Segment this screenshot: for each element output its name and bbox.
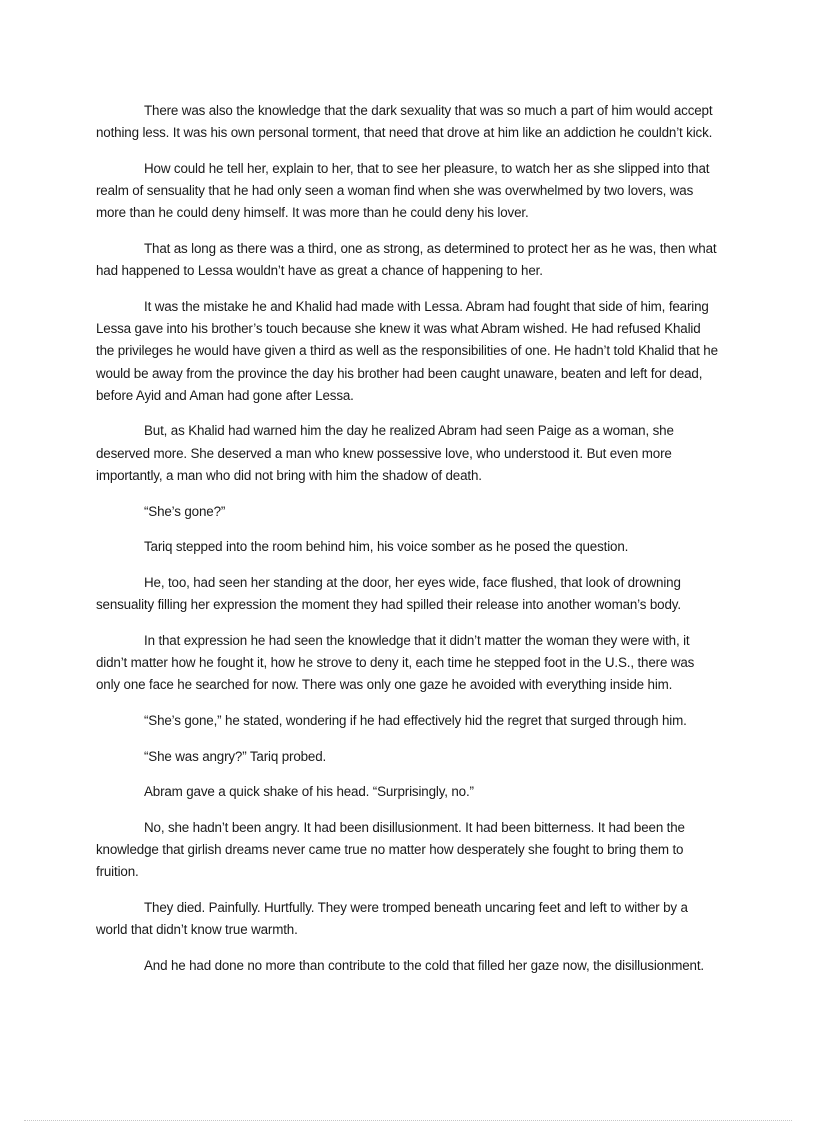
paragraph: It was the mistake he and Khalid had made with Lessa. Abram had fought that side of him, fearing Lessa gave into his brother’s touch because she knew it was what Abram wished. He had refused Khalid the privileges he would have given a third as well as the responsibilities of one. He hadn’t told Khalid that he would be away from the province the day his brother had been caught unaware, beaten and left for dead, before Ayid and Aman had gone after Lessa.	[96, 298, 718, 403]
paragraph: But, as Khalid had warned him the day he realized Abram had seen Paige as a woman, she deserved more. She deserved a man who knew possessive love, who understood it. But even more importantly, a man who did not bring with him the shadow of death.	[96, 423, 674, 483]
paragraph: They died. Painfully. Hurtfully. They were tromped beneath uncaring feet and left to wither by a world that didn’t know true warmth.	[96, 900, 688, 938]
page-bottom-divider	[24, 1120, 792, 1121]
paragraph: There was also the knowledge that the dark sexuality that was so much a part of him would accept nothing less. It was his own personal torment, that need that drove at him like an addiction he couldn’t kick.	[96, 103, 713, 141]
paragraph: Abram gave a quick shake of his head. “Surprisingly, no.”	[144, 784, 474, 800]
paragraph: And he had done no more than contribute to the cold that filled her gaze now, the disillusionment.	[144, 958, 704, 974]
paragraph: Tariq stepped into the room behind him, his voice somber as he posed the question.	[144, 539, 629, 555]
paragraph: No, she hadn’t been angry. It had been disillusionment. It had been bitterness. It had been the knowledge that girlish dreams never came true no matter how desperately she fought to bring them to fruition.	[96, 820, 685, 880]
document-page	[96, 100, 720, 991]
paragraph: “She’s gone?”	[144, 503, 226, 519]
paragraph: He, too, had seen her standing at the door, her eyes wide, face flushed, that look of drowning sensuality filling her expression the moment they had spilled their release into another woman’s body.	[96, 574, 681, 613]
paragraph: “She was angry?” Tariq probed.	[144, 748, 327, 764]
paragraph: How could he tell her, explain to her, that to see her pleasure, to watch her as she slipped into that realm of sensuality that he had only seen a woman find when she was overwhelmed by two lovers, was more than he could deny himself. It was more than he could deny his lover.	[96, 160, 710, 221]
paragraph: “She’s gone,” he stated, wondering if he had effectively hid the regret that surged through him.	[144, 712, 687, 728]
paragraph: That as long as there was a third, one as strong, as determined to protect her as he was, then what had happened to Lessa wouldn’t have as great a chance of happening to her.	[96, 241, 717, 279]
paragraph: In that expression he had seen the knowledge that it didn’t matter the woman they were with, it didn’t matter how he fought it, how he strove to deny it, each time he stepped foot in the U.S., there was only one face he searched for now. There was only one gaze he avoided with everything inside him.	[96, 632, 695, 693]
